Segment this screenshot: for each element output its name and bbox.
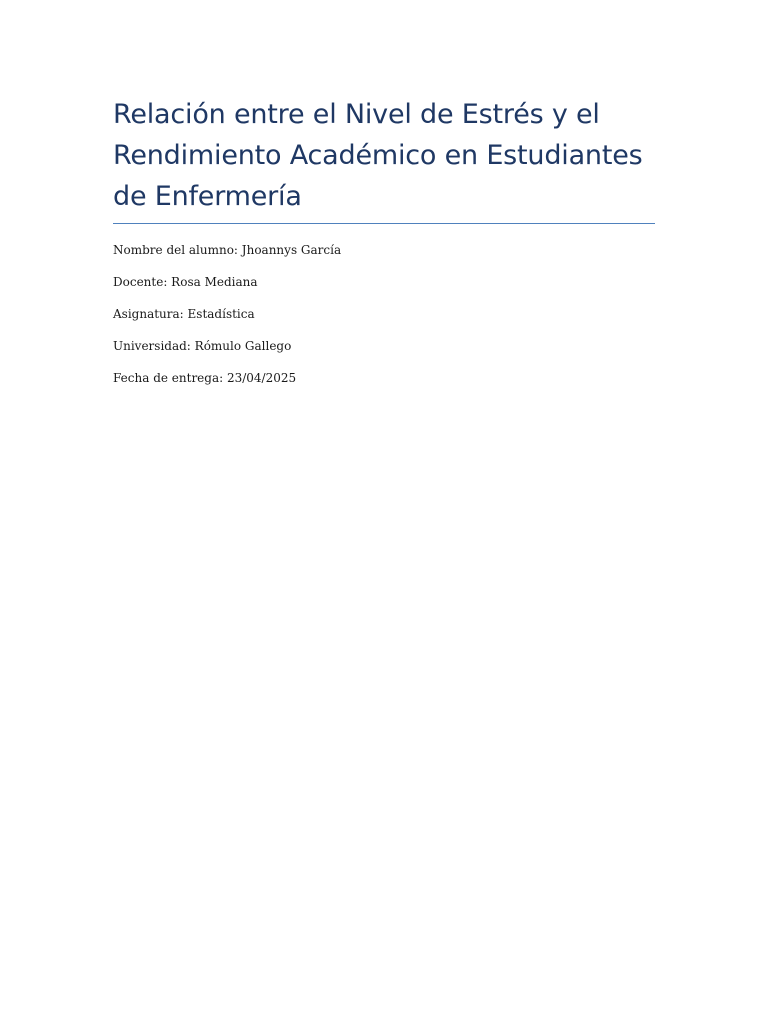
title-block <box>113 94 655 224</box>
document-title: Relación entre el Nivel de Estrés y el Rendimiento Académico en Estudiantes de Enfermería <box>113 99 643 212</box>
university-line: Universidad: Rómulo Gallego <box>113 339 292 353</box>
teacher-line: Docente: Rosa Mediana <box>113 275 258 289</box>
subject-line: Asignatura: Estadística <box>113 307 255 321</box>
student-name-line: Nombre del alumno: Jhoannys García <box>113 243 342 257</box>
document-details <box>113 242 655 402</box>
due-date-line: Fecha de entrega: 23/04/2025 <box>113 371 297 385</box>
title-underline <box>113 223 655 224</box>
